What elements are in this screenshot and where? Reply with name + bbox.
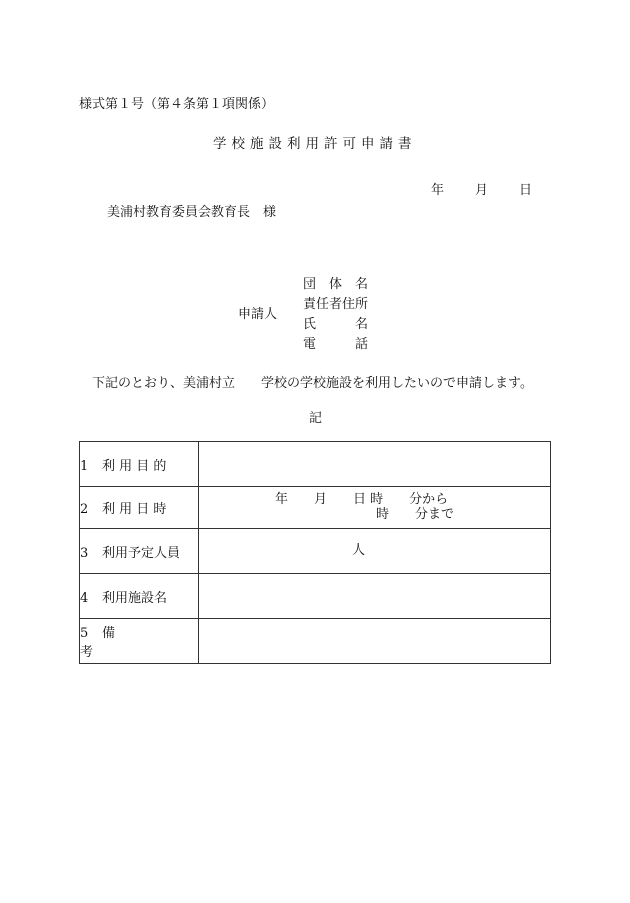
datetime-to: 時 分まで (376, 507, 455, 522)
applicant-organization: 団 体 名 (303, 277, 369, 292)
datetime-from: 年 月 日 時 分から (275, 492, 449, 507)
details-table (79, 441, 551, 664)
applicant-label: 申請人 (238, 307, 278, 322)
row-label-text: 利 用 目 的 (102, 458, 167, 474)
purpose-field[interactable] (199, 442, 551, 487)
row-label-remarks (80, 619, 199, 664)
table-row (80, 574, 551, 619)
applicant-address: 責任者住所 (303, 297, 369, 312)
row-number: 3 (80, 545, 89, 561)
row-label-text: 利用施設名 (102, 590, 168, 606)
remarks-field[interactable] (199, 619, 551, 664)
date-month: 月 (475, 183, 489, 198)
row-label-text: 利用予定人員 (102, 545, 181, 561)
row-label-purpose (80, 442, 199, 487)
date-day: 日 (519, 183, 533, 198)
row-label-text: 利 用 日 時 (102, 502, 167, 517)
row-number: 1 (80, 458, 89, 474)
row-label-people (80, 529, 199, 574)
facility-field[interactable] (199, 574, 551, 619)
row-label-datetime (80, 487, 199, 529)
row-number: 5 (80, 626, 89, 641)
document-title: 学校施設利用許可申請書 (213, 136, 417, 152)
row-label-text: 備 (102, 626, 116, 641)
date-year: 年 (431, 183, 445, 198)
datetime-field[interactable] (199, 487, 551, 529)
applicant-phone: 電 話 (303, 337, 369, 352)
applicant-name: 氏 名 (303, 317, 369, 332)
table-row (80, 529, 551, 574)
request-statement: 下記のとおり、美浦村立 学校の学校施設を利用したいので申請します。 (92, 376, 533, 391)
ki-heading: 記 (309, 411, 323, 426)
row-number: 4 (80, 590, 89, 606)
row-label-text-end: 考 (80, 645, 94, 660)
table-row (80, 619, 551, 664)
row-label-facility (80, 574, 199, 619)
table-row (80, 487, 551, 529)
form-number: 様式第１号（第４条第１項関係） (79, 97, 275, 112)
table-row (80, 442, 551, 487)
people-unit: 人 (352, 543, 366, 558)
row-number: 2 (80, 502, 89, 517)
date-line (431, 184, 532, 197)
addressee: 美浦村教育委員会教育長 様 (107, 205, 277, 220)
people-field[interactable] (199, 529, 551, 574)
